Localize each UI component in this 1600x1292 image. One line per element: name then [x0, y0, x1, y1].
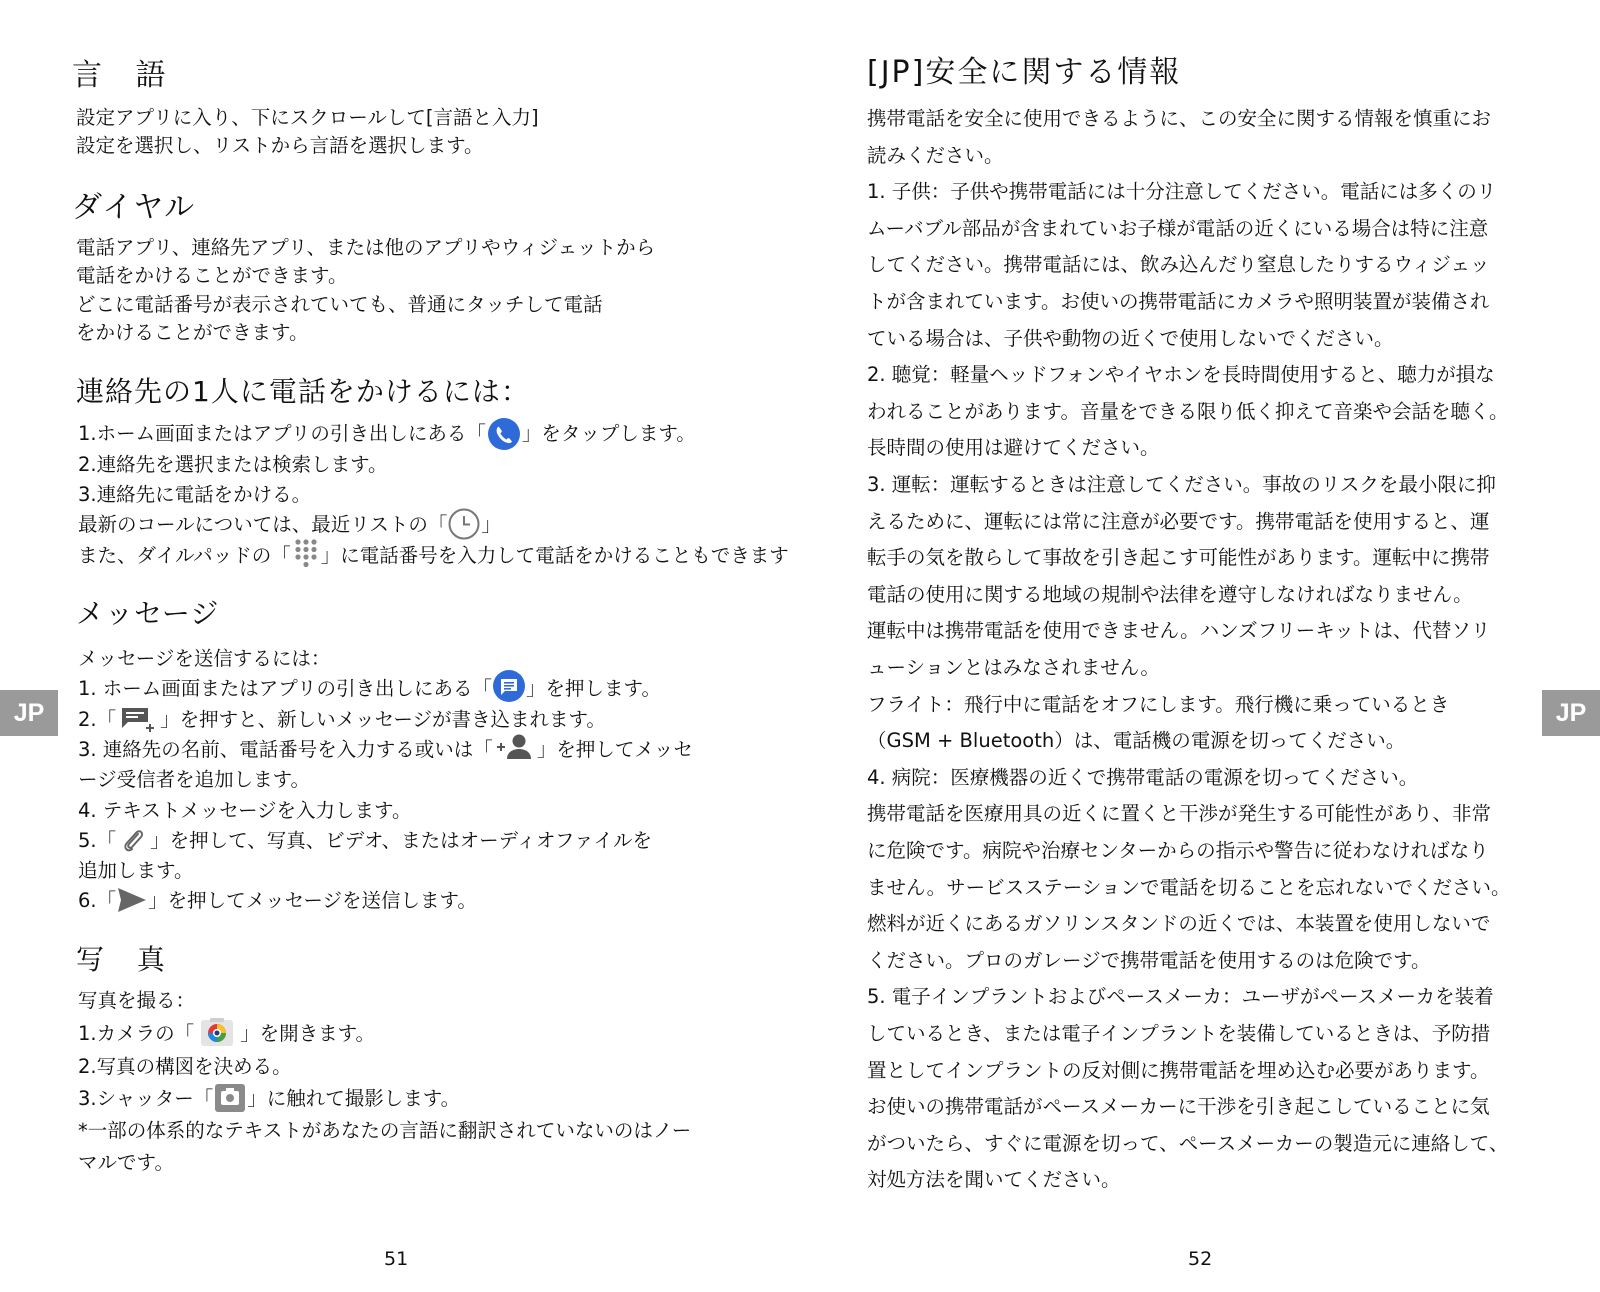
safety-line: フライト：飛行中に電話をオフにします。飛行機に乗っているとき [867, 693, 1450, 716]
clock-icon [447, 507, 481, 541]
safety-line: ません。サービスステーションで電話を切ることを忘れないでください。 [867, 876, 1511, 899]
call-step-2: 2.連絡先を選択または検索します。 [78, 453, 388, 476]
language-text-2: 設定を選択し、リストから言語を選択します。 [76, 134, 484, 157]
camera-shutter-icon [213, 1082, 247, 1114]
page-number-left: 51 [384, 1248, 409, 1270]
language-text-1: 設定アプリに入り、下にスクロールして[言語と入力] [76, 106, 539, 129]
new-message-icon [118, 704, 158, 734]
camera-app-icon [194, 1016, 240, 1050]
safety-line: （GSM + Bluetooth）は、電話機の電源を切ってください。 [867, 729, 1406, 752]
heading-messages: メッセージ [76, 597, 220, 630]
safety-line: 転手の気を散らして事故を引き起こす可能性があります。運転中に携帯 [867, 546, 1490, 569]
messages-step-2: 2.「 」を押すと、新しいメッセージが書き込まれます。 [78, 707, 606, 733]
safety-title: [JP]安全に関する情報 [867, 55, 1182, 90]
messages-step-6: 6.「 」を押してメッセージを送信します。 [78, 888, 477, 914]
messages-step-3-cont: ージ受信者を追加します。 [78, 768, 311, 791]
call-recents-line: 最新のコールについては、最近リストの「 」 [78, 512, 501, 538]
safety-line: ください。プロのガレージで携帯電話を使用するのは危険です。 [867, 949, 1431, 972]
messages-step-1: 1. ホーム画面またはアプリの引き出しにある「 」を押します。 [78, 676, 661, 702]
safety-line: ューションとはみなされません。 [867, 656, 1160, 679]
safety-line: 対処方法を聞いてください。 [867, 1168, 1121, 1191]
messages-step-4: 4. テキストメッセージを入力します。 [78, 799, 412, 822]
add-contact-icon [495, 733, 535, 763]
photo-step-1: 1.カメラの「 」を開きます。 [78, 1021, 375, 1047]
safety-line: 電話の使用に関する地域の規制や法律を遵守しなければなりません。 [867, 583, 1473, 606]
safety-line: ている場合は、子供や動物の近くで使用しないでください。 [867, 327, 1394, 350]
safety-line: 5. 電子インプラントおよびペースメーカ：ユーザがペースメーカを装着 [867, 985, 1494, 1008]
send-icon [116, 886, 148, 914]
photo-intro: 写真を撮る： [78, 989, 196, 1012]
call-step-3: 3.連絡先に電話をかける。 [78, 483, 312, 506]
dial-text-1: 電話アプリ、連絡先アプリ、または他のアプリやウィジェットから [76, 236, 656, 259]
photo-note-2: マルです。 [78, 1151, 174, 1174]
dial-text-2: 電話をかけることができます。 [76, 264, 348, 287]
message-app-icon [492, 669, 526, 703]
safety-line: ムーバブル部品が含まれていお子様が電話の近くにいる場合は特に注意 [867, 217, 1489, 240]
messages-step-3: 3. 連絡先の名前、電話番号を入力する或いは「 」を押してメッセ [78, 737, 693, 763]
photo-step-2: 2.写真の構図を決める。 [78, 1055, 292, 1078]
phone-icon [486, 417, 522, 451]
messages-intro: メッセージを送信するには： [78, 647, 331, 670]
safety-line: トが含まれています。お使いの携帯電話にカメラや照明装置が装備され [867, 290, 1490, 313]
photo-note-1: *一部の体系的なテキストがあなたの言語に翻訳されていないのはノー [78, 1119, 692, 1142]
dial-text-4: をかけることができます。 [76, 321, 309, 344]
safety-line: 1. 子供：子供や携帯電話には十分注意してください。電話には多くのリ [867, 180, 1497, 203]
safety-line: お使いの携帯電話がペースメーカーに干渉を引き起こしていることに気 [867, 1095, 1490, 1118]
heading-language: 言 語 [72, 58, 178, 93]
safety-line: してください。携帯電話には、飲み込んだり窒息したりするウィジェッ [867, 253, 1490, 276]
call-step-1: 1.ホーム画面またはアプリの引き出しにある「 」をタップします。 [78, 421, 696, 447]
safety-line: 運転中は携帯電話を使用できません。ハンズフリーキットは、代替ソリ [867, 619, 1491, 642]
safety-line: がついたら、すぐに電源を切って、ペースメーカーの製造元に連絡して、 [867, 1132, 1509, 1155]
safety-line: 4. 病院：医療機器の近くで携帯電話の電源を切ってください。 [867, 766, 1419, 789]
dialpad-icon [293, 538, 319, 572]
call-dialpad-line: また、ダイルパッドの「 」に電話番号を入力して電話をかけることもできます [78, 543, 789, 569]
safety-line: われることがあります。音量をできる限り低く抑えて音楽や会話を聴く。 [867, 400, 1509, 423]
heading-call-contact: 連絡先の1人に電話をかけるには： [76, 375, 530, 408]
heading-photo: 写 真 [76, 943, 177, 976]
paperclip-icon [118, 826, 148, 854]
heading-dial: ダイヤル [72, 190, 196, 225]
safety-line: えるために、運転には常に注意が必要です。携帯電話を使用すると、運 [867, 510, 1490, 533]
messages-step-5: 5.「 」を押して、写真、ビデオ、またはオーディオファイルを [78, 828, 652, 854]
safety-line: 3. 運転：運転するときは注意してください。事故のリスクを最小限に抑 [867, 473, 1496, 496]
dial-text-3: どこに電話番号が表示されていても、普通にタッチして電話 [76, 293, 603, 316]
safety-line: 長時間の使用は避けてください。 [867, 436, 1160, 459]
safety-line: 2. 聴覚：軽量ヘッドフォンやイヤホンを長時間使用すると、聴力が損な [867, 363, 1495, 386]
safety-line: 燃料が近くにあるガソリンスタンドの近くでは、本装置を使用しないで [867, 912, 1491, 935]
safety-line: 携帯電話を医療用具の近くに置くと干渉が発生する可能性があり、非常 [867, 802, 1492, 825]
photo-step-3: 3.シャッター「 」に触れて撮影します。 [78, 1086, 460, 1112]
safety-line: しているとき、または電子インプラントを装備しているときは、予防措 [867, 1022, 1491, 1045]
language-tab-right: JP [1542, 690, 1600, 736]
safety-line: に危険です。病院や治療センターからの指示や警告に従わなければなり [867, 839, 1489, 862]
page-number-right: 52 [1188, 1248, 1213, 1270]
messages-step-5-cont: 追加します。 [78, 859, 194, 882]
safety-line: 携帯電話を安全に使用できるように、この安全に関する情報を慎重にお [867, 107, 1492, 130]
safety-line: 置としてインプラントの反対側に携帯電話を埋め込む必要があります。 [867, 1059, 1490, 1082]
language-tab-left: JP [0, 690, 58, 736]
safety-line: 読みください。 [867, 144, 1004, 167]
